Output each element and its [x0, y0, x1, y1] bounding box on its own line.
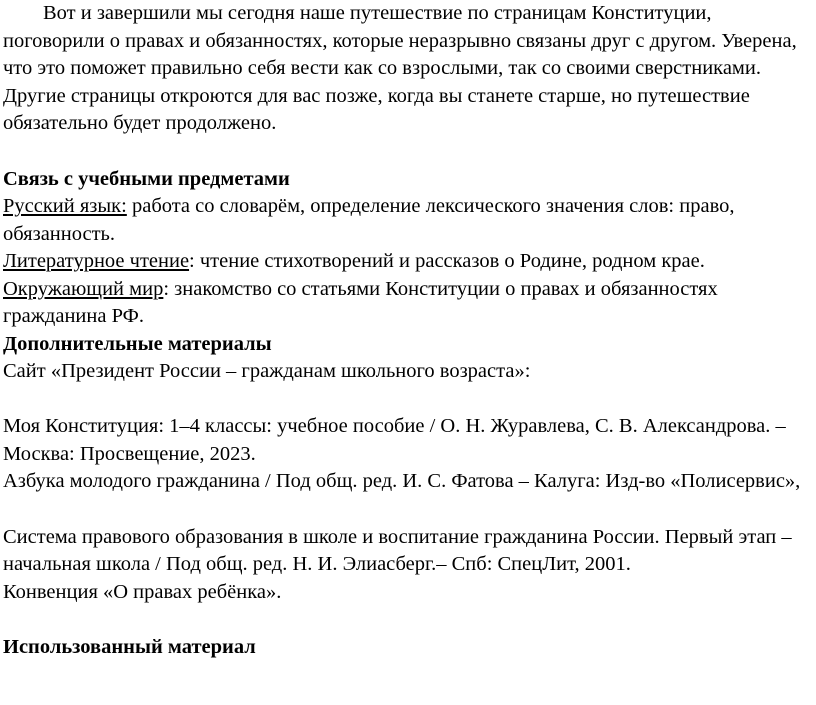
reference-1-line-2: Москва: Просвещение, 2023.: [3, 443, 256, 465]
subject-russian-label: Русский язык:: [3, 195, 127, 217]
subject-reading-text: : чтение стихотворений и рассказов о Родине, родном крае.: [189, 250, 705, 272]
intro-line-4: Другие страницы откроются для вас позже, когда вы станете старше, но путешествие: [3, 85, 750, 107]
subject-world-label: Окружающий мир: [3, 278, 164, 300]
additional-heading: Дополнительные материалы: [3, 333, 272, 355]
reference-3-line-1: Система правового образования в школе и воспитание гражданина России. Первый этап –: [3, 526, 792, 548]
reference-2: Азбука молодого гражданина / Под общ. ред. И. С. Фатова – Калуга: Изд-во «Полисервис»,: [3, 470, 801, 492]
intro-line-1: Вот и завершили мы сегодня наше путешествие по страницам Конституции,: [43, 2, 712, 24]
subject-world: [3, 276, 718, 302]
reference-4: Конвенция «О правах ребёнка».: [3, 581, 282, 603]
subject-russian-cont: обязанность.: [3, 223, 116, 245]
reference-3-line-2: начальная школа / Под общ. ред. Н. И. Элиасберг.– Спб: СпецЛит, 2001.: [3, 553, 631, 575]
intro-line-5: обязательно будет продолжено.: [3, 112, 277, 134]
intro-line-2: поговорили о правах и обязанностях, которые неразрывно связаны друг с другом. Уверена,: [3, 30, 797, 52]
intro-line-3: что это поможет правильно себя вести как со взрослыми, так со своими сверстниками.: [3, 57, 761, 79]
subject-world-text: : знакомство со статьями Конституции о правах и обязанностях: [163, 278, 718, 300]
subjects-heading: Связь с учебными предметами: [3, 168, 290, 190]
subject-reading-label: Литературное чтение: [3, 250, 190, 272]
subject-world-cont: гражданина РФ.: [3, 305, 144, 327]
reference-1-line-1: Моя Конституция: 1–4 классы: учебное пособие / О. Н. Журавлева, С. В. Александрова. –: [3, 415, 786, 437]
additional-site: Сайт «Президент России – гражданам школьного возраста»:: [3, 360, 531, 382]
subject-russian: [3, 193, 735, 219]
subject-reading: [3, 248, 705, 274]
subject-russian-text: работа со словарём, определение лексического значения слов: право,: [126, 195, 735, 217]
used-material-heading: Использованный материал: [3, 636, 256, 658]
